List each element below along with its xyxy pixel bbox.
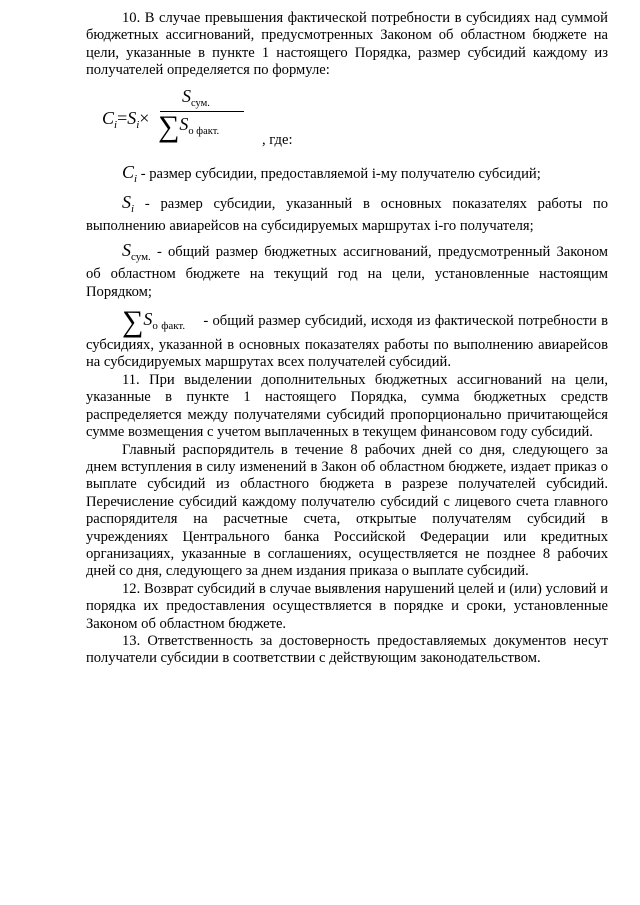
def-si-symbol bbox=[122, 192, 135, 216]
formula-fraction bbox=[156, 86, 244, 150]
paragraph-11-b: Главный распорядитель в течение 8 рабочих дней со дня, следующего за днем вступления в силу изменений в Закон об областном бюджете, издает приказ о выплате субсидий из областного бюджета в разрезе получателей субсидий. Перечисление субсидий каждому получателю субсидий с лицевого счета главного распорядителя на расчетные счета, открытые получателям субсидий в учреждениях Центрального банка Российской Федерации или кредитных организациях, указанные в соглашениях, осуществляется не позднее 8 рабочих дней со дня, следующего за днем издания приказа о выплате субсидий. bbox=[86, 441, 608, 580]
paragraph-12: 12. Возврат субсидий в случае выявления нарушений целей и (или) условий и порядка их предоставления осуществляется в порядке и сроки, установленные Законом об областном бюджете. bbox=[86, 580, 608, 632]
formula-c-sub: i bbox=[114, 118, 118, 131]
def-ssum-letter: S bbox=[122, 239, 131, 260]
def-ci-sub: i bbox=[134, 172, 138, 185]
def-si-sub: i bbox=[131, 203, 135, 216]
formula-numerator bbox=[182, 86, 210, 109]
formula-lhs bbox=[102, 108, 149, 131]
def-sigma-text: - общий размер субсидий, исходя из фактической потребности в субсидиях, указанной в основных показателях работы по выполнению авиарейсов на субсидируемых маршрутах всех получателей субсидий. bbox=[86, 313, 608, 371]
def-sigma-symbol bbox=[122, 305, 186, 339]
def-sigma-sub: о факт. bbox=[152, 320, 186, 333]
formula-num-sub: сум. bbox=[191, 97, 210, 109]
formula-times: × bbox=[139, 107, 150, 128]
definition-sigma bbox=[86, 307, 608, 372]
definition-ci bbox=[86, 161, 608, 188]
definition-si bbox=[86, 194, 608, 236]
paragraph-10: 10. В случае превышения фактической потребности в субсидиях над суммой бюджетных ассигнований, предусмотренных Законом об областном бюджете на цели, указанные в пункте 1 настоящего Порядка, размер субсидий каждому из получателей определяется по формуле: bbox=[86, 10, 608, 79]
formula-eq: = bbox=[117, 107, 128, 128]
def-sigma-letter: S bbox=[143, 309, 153, 330]
formula bbox=[86, 86, 608, 160]
formula-num-s: S bbox=[182, 85, 191, 106]
def-ci-symbol bbox=[122, 161, 138, 185]
def-ssum-text: - общий размер бюджетных ассигнований, предусмотренный Законом об областном бюджете на текущий год на цели, установленные настоящим Порядком; bbox=[86, 243, 608, 300]
paragraph-13: 13. Ответственность за достоверность предоставляемых документов несут получатели субсидии в соответствии с действующим законодательством. bbox=[86, 632, 608, 667]
sigma-symbol: ∑ bbox=[158, 109, 180, 143]
formula-where: , где: bbox=[262, 131, 293, 148]
formula-s: S bbox=[127, 107, 137, 128]
def-ci-text: - размер субсидии, предоставляемой i-му получателю субсидий; bbox=[140, 165, 541, 182]
def-ssum-sub: сум. bbox=[131, 250, 151, 263]
def-si-text: - размер субсидии, указанный в основных показателях работы по выполнению авиарейсов на субсидируемых маршрутах i-го получателя; bbox=[86, 196, 608, 235]
paragraph-11: 11. При выделении дополнительных бюджетных ассигнований на цели, указанные в пункте 1 настоящего Порядка, сумма бюджетных средств распределяется между получателями субсидий пропорционально причитающейся сумме возмещения с учетом выплаченных в текущем финансовом году субсидий. bbox=[86, 371, 608, 441]
formula-s-sub: i bbox=[136, 118, 140, 131]
definition-ssum bbox=[86, 239, 608, 301]
def-ci-letter: C bbox=[122, 161, 135, 182]
formula-den-sub: о факт. bbox=[188, 125, 220, 137]
formula-denominator bbox=[158, 109, 220, 143]
def-si-letter: S bbox=[122, 192, 131, 213]
formula-den-s: S bbox=[179, 113, 189, 134]
def-sigma-sign: ∑ bbox=[122, 305, 144, 339]
def-ssum-symbol bbox=[122, 239, 151, 263]
document-page bbox=[86, 10, 608, 668]
formula-c: C bbox=[102, 107, 115, 128]
